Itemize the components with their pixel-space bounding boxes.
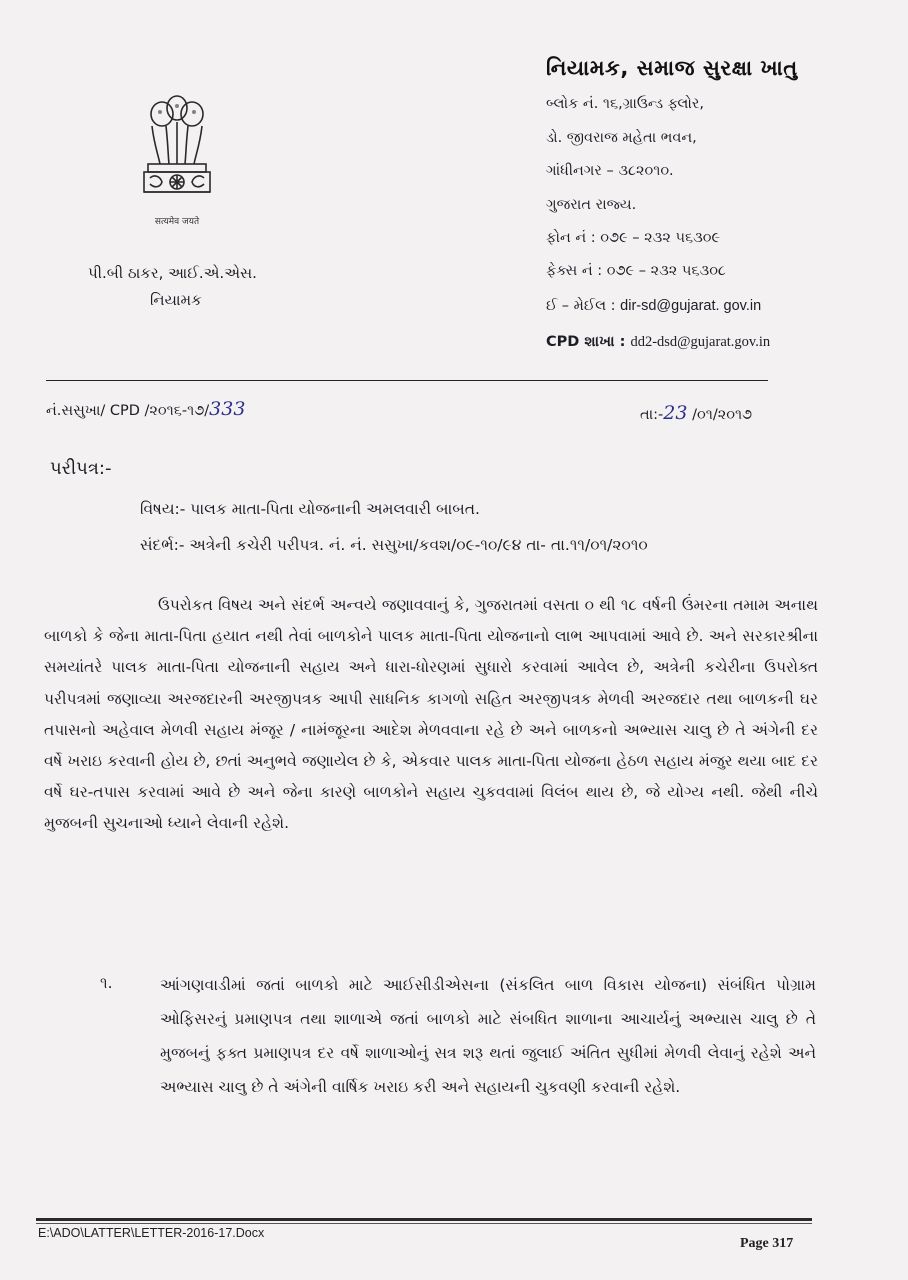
ashoka-emblem-icon (138, 92, 216, 230)
email-line (546, 298, 761, 314)
header-divider (46, 380, 768, 381)
reference-line: સંદર્ભ:- અત્રેની કચેરી પરીપત્ર. નં. નં. સસુખા/કવશ/૦૯-૧૦/૯૪ તા- તા.૧૧/૦૧/૨૦૧૦ (140, 536, 648, 554)
email-label: ઈ – મેઈલ : (546, 298, 621, 314)
list-item-text: આંગણવાડીમાં જતાં બાળકો માટે આઈસીડીએસના (સંકલિત બાળ વિકાસ યોજના) સંબંધિત પોગ્રામ ઓફિસરનું પ્રમાણપત્ર તથા શાળાએ જતાં બાળકો માટે સંબધિત શાળાના આચાર્યનું અભ્યાસ ચાલુ છે તે મુજબનું ફક્ત પ્રમાણપત્ર દર વર્ષે શાળાઓનું સત્ર શરૂ થતાં જુલાઈ અંતિત સુધીમાં મેળવી લેવાનું રહેશે અને અભ્યાસ ચાલુ છે તે અંગેની વાર્ષિક ખરાઇ કરી અને સહાયની ચુકવણી કરવાની રહેશે. (160, 976, 816, 1096)
circular-heading: પરીપત્ર:- (50, 458, 112, 479)
letter-date (640, 402, 752, 424)
email-address: dir-sd@gujarat. gov.in (620, 298, 762, 314)
date-prefix: તા:- (640, 407, 664, 423)
list-item-number: ૧. (100, 974, 113, 992)
officer-name: પી.બી ઠાકર, આઈ.એ.એસ. (88, 264, 257, 282)
subject-line: વિષય:- પાલક માતા-પિતા યોજનાની અમલવારી બાબત. (140, 500, 480, 518)
phone-label: ફોન નં : (546, 230, 601, 246)
address-line-4: ગુજરાત રાજ્ય. (546, 197, 637, 213)
department-title: નિયામક, સમાજ સુરક્ષા ખાતુ (546, 56, 798, 80)
cpd-label: CPD શાખા : (546, 334, 631, 350)
address-line-3: ગાંધીનગર – ૩૮૨૦૧૦. (546, 163, 674, 179)
officer-title: નિયામક (150, 291, 202, 309)
phone-line (546, 230, 720, 246)
footer-rule (36, 1218, 812, 1221)
address-line-2: ડો. જીવરાજ મહેતા ભવન, (546, 130, 697, 146)
emblem-motto: सत्यमेव जयते (154, 217, 200, 227)
reference-number-prefix: નં.સસુખા/ CPD /૨૦૧૬-૧૭/ (46, 403, 210, 419)
date-suffix: /૦૧/૨૦૧૭ (687, 407, 753, 423)
main-paragraph: ઉપરોકત વિષય અને સંદર્ભ અન્વયે જણાવવાનું કે, ગુજરાતમાં વસતા ૦ થી ૧૮ વર્ષની ઉંમરના તમામ અનાથ બાળકો કે જેના માતા-પિતા હયાત નથી તેવાં બાળકોને પાલક માતા-પિતા યોજનાનો લાભ આપવામાં આવે છે. અને સરકારશ્રીના સમયાંતરે પાલક માતા-પિતા યોજનાની સહાય અને ધારા-ધોરણમાં સુધારો કરવામાં આવેલ છે, અત્રેની કચેરીના ઉપરોક્ત પરીપત્રમાં જણાવ્યા અરજદારની અરજીપત્રક આપી સાધનિક કાગળો સહિત અરજીપત્રક મેળવી અરજદાર તથા બાળકની ઘર તપાસનો અહેવાલ મેળવી સહાય મંજૂર / નામંજૂરના આદેશ મેળવવાના રહે છે અને બાળકનો અભ્યાસ ચાલુ છે તે અંગેની દર વર્ષે ખરાઇ કરવાની હોય છે, છતાં અનુભવે જણાયેલ છે કે, એકવાર પાલક માતા-પિતા યોજના હેઠળ સહાય મંજુર થયા બાદ દર વર્ષે ઘર-તપાસ કરવામાં આવે છે અને જેના કારણે બાળકોને સહાય ચુકવવામાં વિલંબ થાય છે, જે યોગ્ય નથી. જેથી નીચે મુજબની સુચનાઓ ધ્યાને લેવાની રહેશે. (44, 596, 818, 833)
fax-line (546, 263, 726, 279)
reference-number-handwritten: 333 (209, 398, 246, 420)
fax-number: ૦૭૯ – ૨૩૨ ૫૬૩૦૮ (606, 263, 726, 279)
date-handwritten: 23 (663, 402, 688, 424)
footer-rule-thin (36, 1223, 812, 1224)
fax-label: ફેક્સ નં : (546, 263, 607, 279)
reference-number (46, 398, 245, 420)
phone-number: ૦૭૯ – ૨૩૨ ૫૬૩૦૯ (600, 230, 721, 246)
footer-file-path: E:\ADO\LATTER\LETTER-2016-17.Docx (38, 1226, 265, 1240)
cpd-email: dd2-dsd@gujarat.gov.in (630, 334, 771, 350)
cpd-line (546, 334, 770, 351)
address-line-1: બ્લોક નં. ૧૬,ગ્રાઉન્ડ ફ્લોર, (546, 96, 705, 112)
footer-page-number: Page 317 (740, 1236, 794, 1251)
